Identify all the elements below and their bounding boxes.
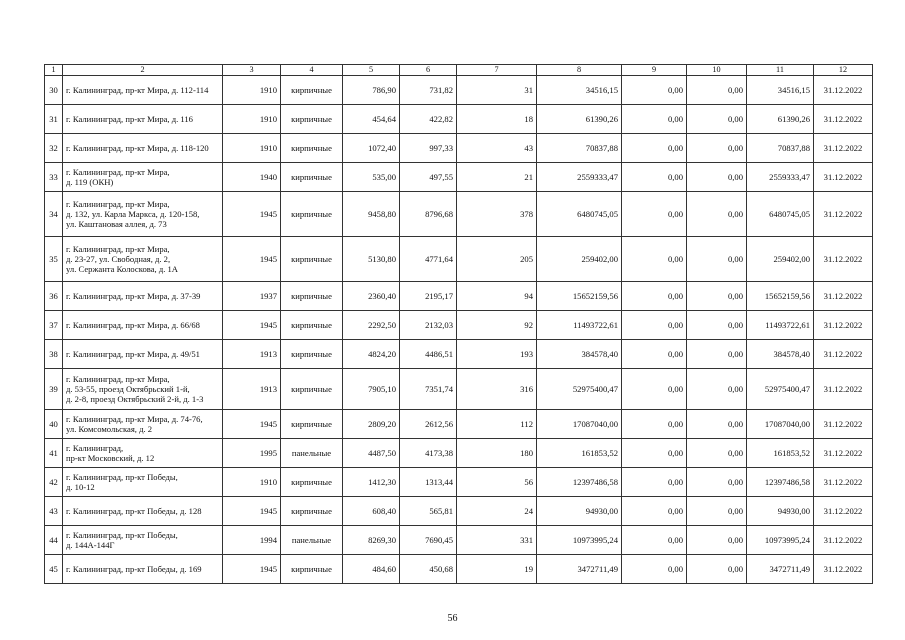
- total-area: 454,64: [343, 105, 400, 134]
- completion-date: 31.12.2022: [814, 340, 873, 369]
- cost-col-10: 0,00: [687, 76, 747, 105]
- cost-col-9: 0,00: [622, 369, 687, 410]
- cost-col-9: 0,00: [622, 105, 687, 134]
- cost-col-11: 2559333,47: [747, 163, 814, 192]
- address: [63, 526, 223, 555]
- table-row: [45, 555, 873, 584]
- cost-total: 34516,15: [537, 76, 622, 105]
- build-year: 1910: [223, 76, 281, 105]
- residents: 193: [457, 340, 537, 369]
- completion-date: 31.12.2022: [814, 497, 873, 526]
- cost-col-10: 0,00: [687, 555, 747, 584]
- living-area: 1313,44: [400, 468, 457, 497]
- address-line: г. Калининград, пр-кт Мира, д. 37-39: [66, 291, 201, 301]
- wall-material: кирпичные: [281, 340, 343, 369]
- address-line: д. 10-12: [66, 482, 95, 492]
- cost-col-10: 0,00: [687, 340, 747, 369]
- address-line: д. 132, ул. Карла Маркса, д. 120-158,: [66, 209, 200, 219]
- address-line: д. 144А-144Г: [66, 540, 115, 550]
- living-area: 4173,38: [400, 439, 457, 468]
- column-number-2: 2: [63, 65, 223, 76]
- column-number-4: 4: [281, 65, 343, 76]
- cost-col-11: 3472711,49: [747, 555, 814, 584]
- residents: 316: [457, 369, 537, 410]
- address-line: г. Калининград, пр-кт Мира, д. 116: [66, 114, 193, 124]
- completion-date: 31.12.2022: [814, 468, 873, 497]
- build-year: 1910: [223, 105, 281, 134]
- residents: 19: [457, 555, 537, 584]
- living-area: 497,55: [400, 163, 457, 192]
- table-row: [45, 468, 873, 497]
- cost-total: 12397486,58: [537, 468, 622, 497]
- address: [63, 105, 223, 134]
- cost-col-11: 70837,88: [747, 134, 814, 163]
- column-number-row: [45, 65, 873, 76]
- residents: 112: [457, 410, 537, 439]
- cost-total: 6480745,05: [537, 192, 622, 237]
- build-year: 1910: [223, 134, 281, 163]
- cost-col-11: 161853,52: [747, 439, 814, 468]
- completion-date: 31.12.2022: [814, 282, 873, 311]
- total-area: 608,40: [343, 497, 400, 526]
- cost-total: 94930,00: [537, 497, 622, 526]
- living-area: 2195,17: [400, 282, 457, 311]
- cost-col-9: 0,00: [622, 282, 687, 311]
- row-number: 41: [45, 439, 63, 468]
- row-number: 33: [45, 163, 63, 192]
- living-area: 731,82: [400, 76, 457, 105]
- address-line: д. 2-8, проезд Октябрьский 2-й, д. 1-3: [66, 394, 204, 404]
- total-area: 4824,20: [343, 340, 400, 369]
- address-line: г. Калининград, пр-кт Мира, д. 66/68: [66, 320, 200, 330]
- row-number: 39: [45, 369, 63, 410]
- address-line: г. Калининград,: [66, 443, 124, 453]
- cost-total: 10973995,24: [537, 526, 622, 555]
- total-area: 7905,10: [343, 369, 400, 410]
- cost-col-9: 0,00: [622, 311, 687, 340]
- table-row: [45, 526, 873, 555]
- address-line: г. Калининград, пр-кт Мира,: [66, 374, 170, 384]
- total-area: 2809,20: [343, 410, 400, 439]
- cost-col-10: 0,00: [687, 497, 747, 526]
- address-line: д. 119 (ОКН): [66, 177, 114, 187]
- table-row: [45, 439, 873, 468]
- total-area: 4487,50: [343, 439, 400, 468]
- address-line: г. Калининград, пр-кт Победы, д. 169: [66, 564, 202, 574]
- row-number: 35: [45, 237, 63, 282]
- address: [63, 163, 223, 192]
- cost-col-9: 0,00: [622, 237, 687, 282]
- table-row: [45, 282, 873, 311]
- cost-col-9: 0,00: [622, 526, 687, 555]
- table-row: [45, 497, 873, 526]
- cost-col-9: 0,00: [622, 163, 687, 192]
- total-area: 1412,30: [343, 468, 400, 497]
- build-year: 1937: [223, 282, 281, 311]
- address-line: пр-кт Московский, д. 12: [66, 453, 155, 463]
- wall-material: кирпичные: [281, 105, 343, 134]
- residents: 43: [457, 134, 537, 163]
- cost-col-11: 15652159,56: [747, 282, 814, 311]
- cost-total: 17087040,00: [537, 410, 622, 439]
- cost-col-9: 0,00: [622, 76, 687, 105]
- column-number-12: 12: [814, 65, 873, 76]
- living-area: 450,68: [400, 555, 457, 584]
- register-table: [44, 64, 873, 584]
- column-number-1: 1: [45, 65, 63, 76]
- wall-material: кирпичные: [281, 311, 343, 340]
- completion-date: 31.12.2022: [814, 410, 873, 439]
- cost-col-9: 0,00: [622, 468, 687, 497]
- column-number-9: 9: [622, 65, 687, 76]
- cost-col-10: 0,00: [687, 311, 747, 340]
- address-line: г. Калининград, пр-кт Мира, д. 49/51: [66, 349, 200, 359]
- wall-material: кирпичные: [281, 410, 343, 439]
- address: [63, 340, 223, 369]
- table-row: [45, 369, 873, 410]
- completion-date: 31.12.2022: [814, 134, 873, 163]
- residents: 21: [457, 163, 537, 192]
- row-number: 36: [45, 282, 63, 311]
- living-area: 565,81: [400, 497, 457, 526]
- residents: 24: [457, 497, 537, 526]
- completion-date: 31.12.2022: [814, 311, 873, 340]
- cost-col-11: 34516,15: [747, 76, 814, 105]
- residents: 18: [457, 105, 537, 134]
- residents: 56: [457, 468, 537, 497]
- living-area: 422,82: [400, 105, 457, 134]
- residents: 378: [457, 192, 537, 237]
- table-row: [45, 163, 873, 192]
- table-row: [45, 134, 873, 163]
- cost-col-10: 0,00: [687, 134, 747, 163]
- row-number: 44: [45, 526, 63, 555]
- total-area: 5130,80: [343, 237, 400, 282]
- cost-total: 2559333,47: [537, 163, 622, 192]
- living-area: 4771,64: [400, 237, 457, 282]
- completion-date: 31.12.2022: [814, 192, 873, 237]
- cost-total: 52975400,47: [537, 369, 622, 410]
- total-area: 786,90: [343, 76, 400, 105]
- address: [63, 282, 223, 311]
- column-number-11: 11: [747, 65, 814, 76]
- row-number: 43: [45, 497, 63, 526]
- row-number: 42: [45, 468, 63, 497]
- table-row: [45, 192, 873, 237]
- address-line: ул. Сержанта Колоскова, д. 1А: [66, 264, 178, 274]
- residents: 94: [457, 282, 537, 311]
- row-number: 38: [45, 340, 63, 369]
- wall-material: кирпичные: [281, 369, 343, 410]
- column-number-10: 10: [687, 65, 747, 76]
- address: [63, 497, 223, 526]
- cost-col-11: 52975400,47: [747, 369, 814, 410]
- living-area: 997,33: [400, 134, 457, 163]
- table-row: [45, 76, 873, 105]
- cost-total: 70837,88: [537, 134, 622, 163]
- table-row: [45, 105, 873, 134]
- build-year: 1945: [223, 555, 281, 584]
- build-year: 1945: [223, 192, 281, 237]
- build-year: 1945: [223, 311, 281, 340]
- row-number: 30: [45, 76, 63, 105]
- cost-col-9: 0,00: [622, 439, 687, 468]
- cost-col-11: 94930,00: [747, 497, 814, 526]
- column-number-5: 5: [343, 65, 400, 76]
- cost-col-11: 11493722,61: [747, 311, 814, 340]
- address-line: г. Калининград, пр-кт Мира, д. 118-120: [66, 143, 209, 153]
- address-line: ул. Каштановая аллея, д. 73: [66, 219, 167, 229]
- completion-date: 31.12.2022: [814, 439, 873, 468]
- row-number: 37: [45, 311, 63, 340]
- cost-col-9: 0,00: [622, 410, 687, 439]
- cost-col-11: 61390,26: [747, 105, 814, 134]
- residents: 180: [457, 439, 537, 468]
- cost-total: 259402,00: [537, 237, 622, 282]
- cost-col-10: 0,00: [687, 369, 747, 410]
- cost-col-9: 0,00: [622, 340, 687, 369]
- address-line: д. 53-55, проезд Октябрьский 1-й,: [66, 384, 190, 394]
- total-area: 484,60: [343, 555, 400, 584]
- living-area: 4486,51: [400, 340, 457, 369]
- wall-material: кирпичные: [281, 134, 343, 163]
- completion-date: 31.12.2022: [814, 163, 873, 192]
- residents: 205: [457, 237, 537, 282]
- build-year: 1945: [223, 237, 281, 282]
- cost-col-9: 0,00: [622, 192, 687, 237]
- address-line: г. Калининград, пр-кт Победы,: [66, 472, 178, 482]
- address-line: ул. Комсомольская, д. 2: [66, 424, 153, 434]
- address: [63, 311, 223, 340]
- cost-total: 3472711,49: [537, 555, 622, 584]
- address: [63, 237, 223, 282]
- living-area: 2132,03: [400, 311, 457, 340]
- build-year: 1913: [223, 340, 281, 369]
- row-number: 32: [45, 134, 63, 163]
- total-area: 8269,30: [343, 526, 400, 555]
- cost-col-11: 17087040,00: [747, 410, 814, 439]
- cost-total: 384578,40: [537, 340, 622, 369]
- cost-col-10: 0,00: [687, 237, 747, 282]
- completion-date: 31.12.2022: [814, 76, 873, 105]
- wall-material: кирпичные: [281, 76, 343, 105]
- build-year: 1994: [223, 526, 281, 555]
- living-area: 2612,56: [400, 410, 457, 439]
- build-year: 1913: [223, 369, 281, 410]
- column-number-7: 7: [457, 65, 537, 76]
- row-number: 40: [45, 410, 63, 439]
- wall-material: кирпичные: [281, 163, 343, 192]
- build-year: 1995: [223, 439, 281, 468]
- cost-col-10: 0,00: [687, 410, 747, 439]
- cost-col-10: 0,00: [687, 468, 747, 497]
- cost-total: 11493722,61: [537, 311, 622, 340]
- cost-col-9: 0,00: [622, 134, 687, 163]
- cost-col-10: 0,00: [687, 163, 747, 192]
- cost-col-9: 0,00: [622, 497, 687, 526]
- address-line: д. 23-27, ул. Свободная, д. 2,: [66, 254, 171, 264]
- completion-date: 31.12.2022: [814, 555, 873, 584]
- address-line: г. Калининград, пр-кт Победы, д. 128: [66, 506, 202, 516]
- build-year: 1910: [223, 468, 281, 497]
- address: [63, 134, 223, 163]
- completion-date: 31.12.2022: [814, 526, 873, 555]
- column-number-6: 6: [400, 65, 457, 76]
- total-area: 2360,40: [343, 282, 400, 311]
- wall-material: кирпичные: [281, 555, 343, 584]
- total-area: 535,00: [343, 163, 400, 192]
- row-number: 34: [45, 192, 63, 237]
- address-line: г. Калининград, пр-кт Победы,: [66, 530, 178, 540]
- living-area: 8796,68: [400, 192, 457, 237]
- row-number: 45: [45, 555, 63, 584]
- wall-material: кирпичные: [281, 468, 343, 497]
- table-row: [45, 311, 873, 340]
- build-year: 1945: [223, 410, 281, 439]
- living-area: 7690,45: [400, 526, 457, 555]
- cost-col-11: 6480745,05: [747, 192, 814, 237]
- wall-material: кирпичные: [281, 497, 343, 526]
- completion-date: 31.12.2022: [814, 237, 873, 282]
- cost-col-11: 12397486,58: [747, 468, 814, 497]
- column-number-8: 8: [537, 65, 622, 76]
- cost-total: 15652159,56: [537, 282, 622, 311]
- residents: 92: [457, 311, 537, 340]
- wall-material: панельные: [281, 526, 343, 555]
- cost-col-10: 0,00: [687, 282, 747, 311]
- address-line: г. Калининград, пр-кт Мира,: [66, 167, 170, 177]
- completion-date: 31.12.2022: [814, 105, 873, 134]
- cost-col-10: 0,00: [687, 192, 747, 237]
- column-number-3: 3: [223, 65, 281, 76]
- total-area: 2292,50: [343, 311, 400, 340]
- address: [63, 439, 223, 468]
- wall-material: кирпичные: [281, 237, 343, 282]
- residents: 331: [457, 526, 537, 555]
- cost-col-11: 384578,40: [747, 340, 814, 369]
- address: [63, 192, 223, 237]
- row-number: 31: [45, 105, 63, 134]
- address: [63, 76, 223, 105]
- table-row: [45, 340, 873, 369]
- cost-col-11: 10973995,24: [747, 526, 814, 555]
- page-number: 56: [447, 613, 458, 624]
- cost-col-10: 0,00: [687, 105, 747, 134]
- address-line: г. Калининград, пр-кт Мира,: [66, 244, 170, 254]
- address-line: г. Калининград, пр-кт Мира,: [66, 199, 170, 209]
- cost-col-10: 0,00: [687, 439, 747, 468]
- address: [63, 555, 223, 584]
- cost-col-11: 259402,00: [747, 237, 814, 282]
- address-line: г. Калининград, пр-кт Мира, д. 112-114: [66, 85, 209, 95]
- table-row: [45, 410, 873, 439]
- wall-material: кирпичные: [281, 282, 343, 311]
- address: [63, 369, 223, 410]
- build-year: 1945: [223, 497, 281, 526]
- address-line: г. Калининград, пр-кт Мира, д. 74-76,: [66, 414, 203, 424]
- cost-total: 161853,52: [537, 439, 622, 468]
- total-area: 9458,80: [343, 192, 400, 237]
- cost-total: 61390,26: [537, 105, 622, 134]
- wall-material: кирпичные: [281, 192, 343, 237]
- address: [63, 410, 223, 439]
- residents: 31: [457, 76, 537, 105]
- cost-col-10: 0,00: [687, 526, 747, 555]
- address: [63, 468, 223, 497]
- living-area: 7351,74: [400, 369, 457, 410]
- total-area: 1072,40: [343, 134, 400, 163]
- cost-col-9: 0,00: [622, 555, 687, 584]
- wall-material: панельные: [281, 439, 343, 468]
- completion-date: 31.12.2022: [814, 369, 873, 410]
- build-year: 1940: [223, 163, 281, 192]
- table-row: [45, 237, 873, 282]
